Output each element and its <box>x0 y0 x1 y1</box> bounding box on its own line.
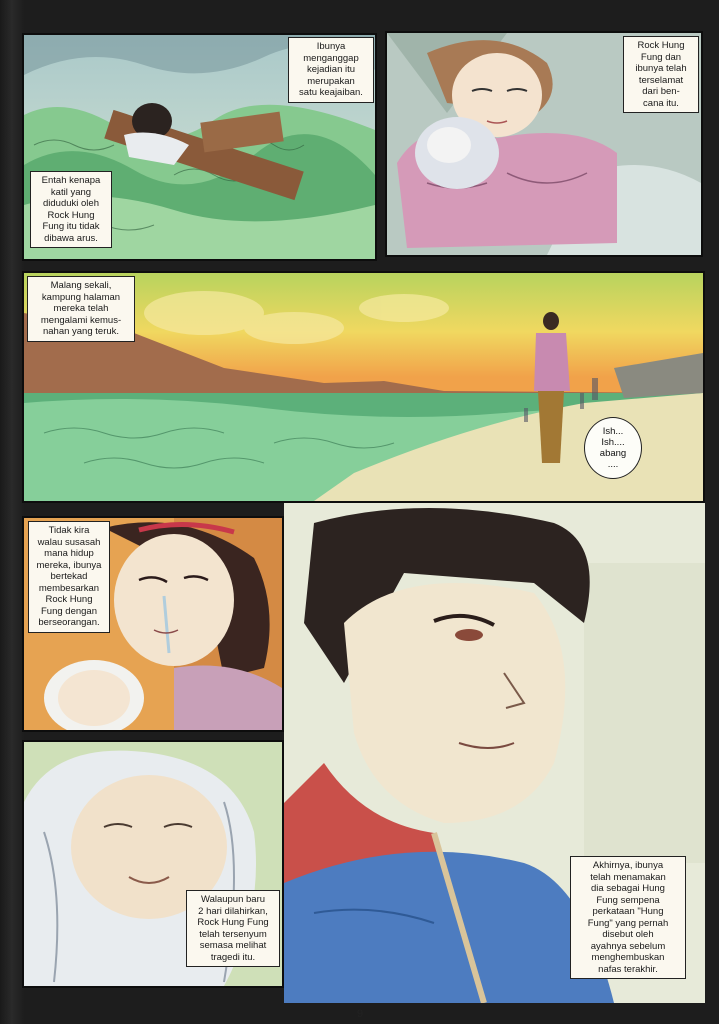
caption-survived: Rock Hung Fung dan ibunya telah terselamat dari ben- cana itu. <box>623 36 699 113</box>
caption-village: Malang sekali, kampung halaman mereka telah mengalami kemus- nahan yang teruk. <box>27 276 135 342</box>
panel-mother-baby <box>385 31 703 257</box>
page-number: 9 <box>356 1008 364 1020</box>
caption-named: Akhirnya, ibunya telah menamakan dia sebagai Hung Fung sempena perkataan "Hung Fung" yang pernah disebut oleh ayahnya sebelum menghembuskan nafas terakhir. <box>570 856 686 979</box>
panel-grown-hung-fung <box>284 503 705 1003</box>
panel-flood-bed <box>22 33 377 261</box>
caption-miracle: Ibunya menganggap kejadian itu merupakan satu keajaiban. <box>288 37 374 103</box>
panel-destroyed-village <box>22 271 705 503</box>
caption-determined: Tidak kira walau susasah mana hidup mereka, ibunya bertekad membesarkan Rock Hung Fung dengan berseorangan. <box>28 521 110 633</box>
panel-crying-mother <box>22 516 284 732</box>
caption-bed: Entah kenapa katil yang diduduki oleh Rock Hung Fung itu tidak dibawa arus. <box>30 171 112 248</box>
crying-face <box>114 534 234 666</box>
caption-baby-smile: Walaupun baru 2 hari dilahirkan, Rock Hung Fung telah tersenyum semasa melihat tragedi itu. <box>186 890 280 967</box>
panel-smiling-baby <box>22 740 284 988</box>
speech-bubble-abang: Ish... Ish.... abang .... <box>584 417 642 479</box>
